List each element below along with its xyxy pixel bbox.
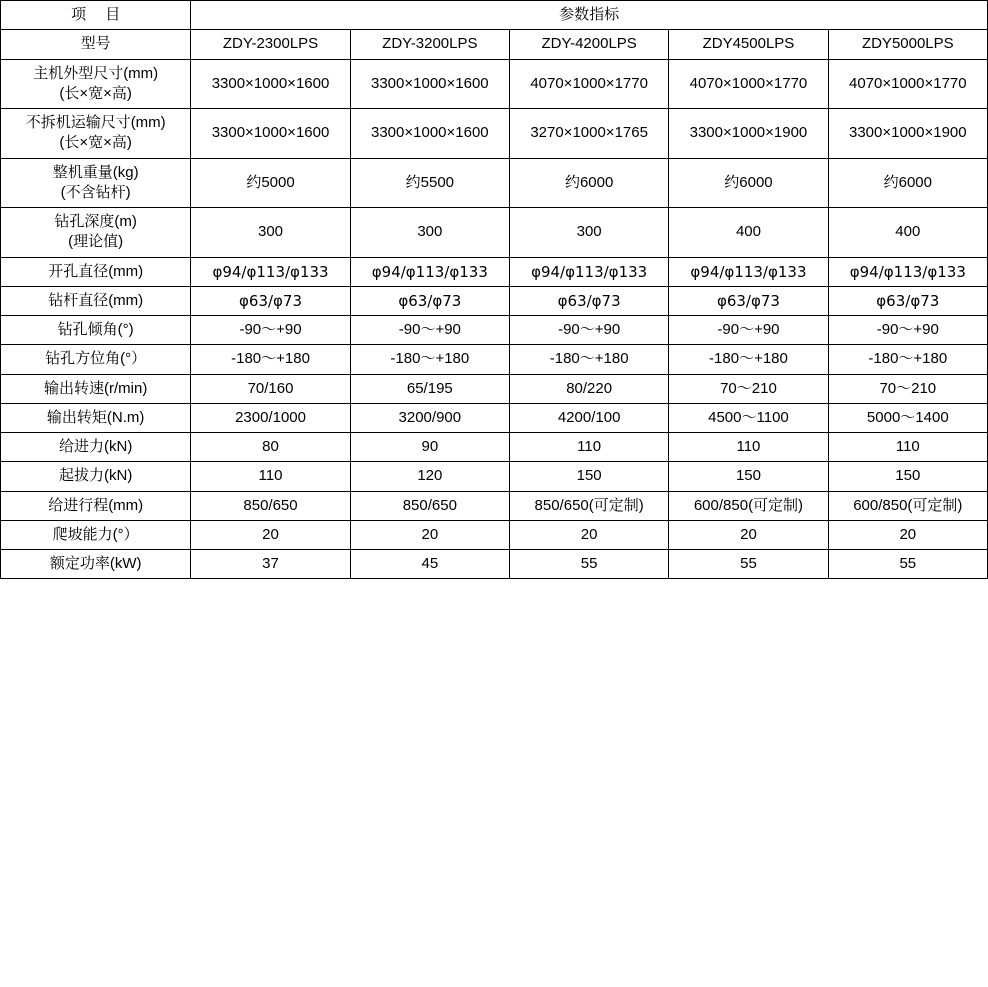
row-label: 给进行程(mm): [1, 491, 191, 520]
table-row: [1, 433, 988, 462]
row-value: 120: [350, 462, 509, 491]
row-label-line2: (长×宽×高): [59, 84, 132, 102]
row-value: 20: [669, 520, 828, 549]
row-label: 输出转矩(N.m): [1, 403, 191, 432]
row-label: 钻孔倾角(°): [1, 316, 191, 345]
row-value: 45: [350, 550, 509, 579]
row-value: φ94/φ113/φ133: [828, 257, 987, 286]
row-label-line2: (理论值): [68, 233, 124, 251]
model-cell-5: ZDY5000LPS: [828, 30, 987, 59]
row-label: 钻孔方位角(°）: [1, 345, 191, 374]
row-value: 约6000: [669, 158, 828, 208]
table-row: [1, 520, 988, 549]
row-value: 400: [669, 208, 828, 258]
row-value: -90～+90: [191, 316, 350, 345]
header-params-cell: 参数指标: [191, 1, 988, 30]
row-value: 600/850(可定制): [828, 491, 987, 520]
row-label: [1, 59, 191, 109]
row-label-line1: 整机重量(kg): [52, 163, 139, 181]
row-label: 给进力(kN): [1, 433, 191, 462]
model-row: [1, 30, 988, 59]
row-value: -180～+180: [828, 345, 987, 374]
row-label: 爬坡能力(°）: [1, 520, 191, 549]
row-value: -180～+180: [191, 345, 350, 374]
row-label: [1, 109, 191, 159]
row-value: 3300×1000×1900: [669, 109, 828, 159]
model-row-label: 型号: [1, 30, 191, 59]
row-value: 约6000: [509, 158, 668, 208]
row-value: φ63/φ73: [509, 286, 668, 315]
row-value: φ94/φ113/φ133: [191, 257, 350, 286]
row-label-line1: 钻孔深度(m): [54, 213, 137, 230]
row-value: 4200/100: [509, 403, 668, 432]
table-row: [1, 257, 988, 286]
row-value: 55: [669, 550, 828, 579]
row-label: [1, 158, 191, 208]
row-value: 55: [509, 550, 668, 579]
table-row: [1, 374, 988, 403]
row-value: 3270×1000×1765: [509, 109, 668, 159]
row-label-line2: (不含钻杆): [60, 183, 131, 201]
table-row: [1, 316, 988, 345]
model-cell-1: ZDY-2300LPS: [191, 30, 350, 59]
row-value: 20: [350, 520, 509, 549]
row-value: -180～+180: [350, 345, 509, 374]
row-value: 150: [509, 462, 668, 491]
row-value: 4500～1100: [669, 403, 828, 432]
table-row: [1, 345, 988, 374]
row-value: 4070×1000×1770: [828, 59, 987, 109]
row-value: φ94/φ113/φ133: [669, 257, 828, 286]
row-value: -90～+90: [350, 316, 509, 345]
row-value: 65/195: [350, 374, 509, 403]
row-value: 80: [191, 433, 350, 462]
row-value: 400: [828, 208, 987, 258]
row-value: 150: [828, 462, 987, 491]
row-value: φ63/φ73: [669, 286, 828, 315]
row-value: φ94/φ113/φ133: [350, 257, 509, 286]
row-label-line1: 不拆机运输尺寸(mm): [25, 114, 166, 131]
row-value: 5000～1400: [828, 403, 987, 432]
header-item-cell: 项 目: [1, 1, 191, 30]
row-value: φ63/φ73: [191, 286, 350, 315]
table-body: [1, 1, 988, 579]
row-value: 20: [509, 520, 668, 549]
row-value: 20: [191, 520, 350, 549]
row-value: 4070×1000×1770: [669, 59, 828, 109]
row-label-line2: (长×宽×高): [59, 134, 132, 152]
row-value: 110: [669, 433, 828, 462]
table-header-row: [1, 1, 988, 30]
model-cell-3: ZDY-4200LPS: [509, 30, 668, 59]
row-value: 300: [350, 208, 509, 258]
row-label: 起拔力(kN): [1, 462, 191, 491]
row-label: 开孔直径(mm): [1, 257, 191, 286]
row-value: 850/650(可定制): [509, 491, 668, 520]
row-value: 37: [191, 550, 350, 579]
row-label: 输出转速(r/min): [1, 374, 191, 403]
row-value: 4070×1000×1770: [509, 59, 668, 109]
row-value: 110: [509, 433, 668, 462]
row-value: 3300×1000×1600: [350, 59, 509, 109]
row-value: 3300×1000×1900: [828, 109, 987, 159]
row-value: 150: [669, 462, 828, 491]
table-row: [1, 158, 988, 208]
row-value: 55: [828, 550, 987, 579]
row-value: φ63/φ73: [350, 286, 509, 315]
row-value: 约6000: [828, 158, 987, 208]
table-row: [1, 59, 988, 109]
row-value: -180～+180: [509, 345, 668, 374]
row-value: -180～+180: [669, 345, 828, 374]
table-row: [1, 491, 988, 520]
row-label: [1, 208, 191, 258]
row-value: -90～+90: [828, 316, 987, 345]
row-value: 300: [509, 208, 668, 258]
row-value: 300: [191, 208, 350, 258]
row-label: 额定功率(kW): [1, 550, 191, 579]
row-value: 110: [191, 462, 350, 491]
row-value: 20: [828, 520, 987, 549]
row-value: 90: [350, 433, 509, 462]
row-value: 3300×1000×1600: [350, 109, 509, 159]
row-label-line1: 主机外型尺寸(mm): [33, 64, 159, 82]
row-value: 80/220: [509, 374, 668, 403]
row-value: 约5500: [350, 158, 509, 208]
table-row: [1, 109, 988, 159]
row-value: 850/650: [191, 491, 350, 520]
row-value: 3200/900: [350, 403, 509, 432]
model-cell-4: ZDY4500LPS: [669, 30, 828, 59]
row-value: 850/650: [350, 491, 509, 520]
row-label: 钻杆直径(mm): [1, 286, 191, 315]
row-value: 3300×1000×1600: [191, 109, 350, 159]
row-value: 约5000: [191, 158, 350, 208]
table-row: [1, 462, 988, 491]
table-row: [1, 550, 988, 579]
row-value: 70/160: [191, 374, 350, 403]
table-row: [1, 403, 988, 432]
row-value: -90～+90: [509, 316, 668, 345]
row-value: φ63/φ73: [828, 286, 987, 315]
row-value: φ94/φ113/φ133: [509, 257, 668, 286]
row-value: 70～210: [828, 374, 987, 403]
table-row: [1, 208, 988, 258]
row-value: -90～+90: [669, 316, 828, 345]
model-cell-2: ZDY-3200LPS: [350, 30, 509, 59]
table-row: [1, 286, 988, 315]
row-value: 110: [828, 433, 987, 462]
row-value: 3300×1000×1600: [191, 59, 350, 109]
row-value: 600/850(可定制): [669, 491, 828, 520]
row-value: 2300/1000: [191, 403, 350, 432]
row-value: 70～210: [669, 374, 828, 403]
